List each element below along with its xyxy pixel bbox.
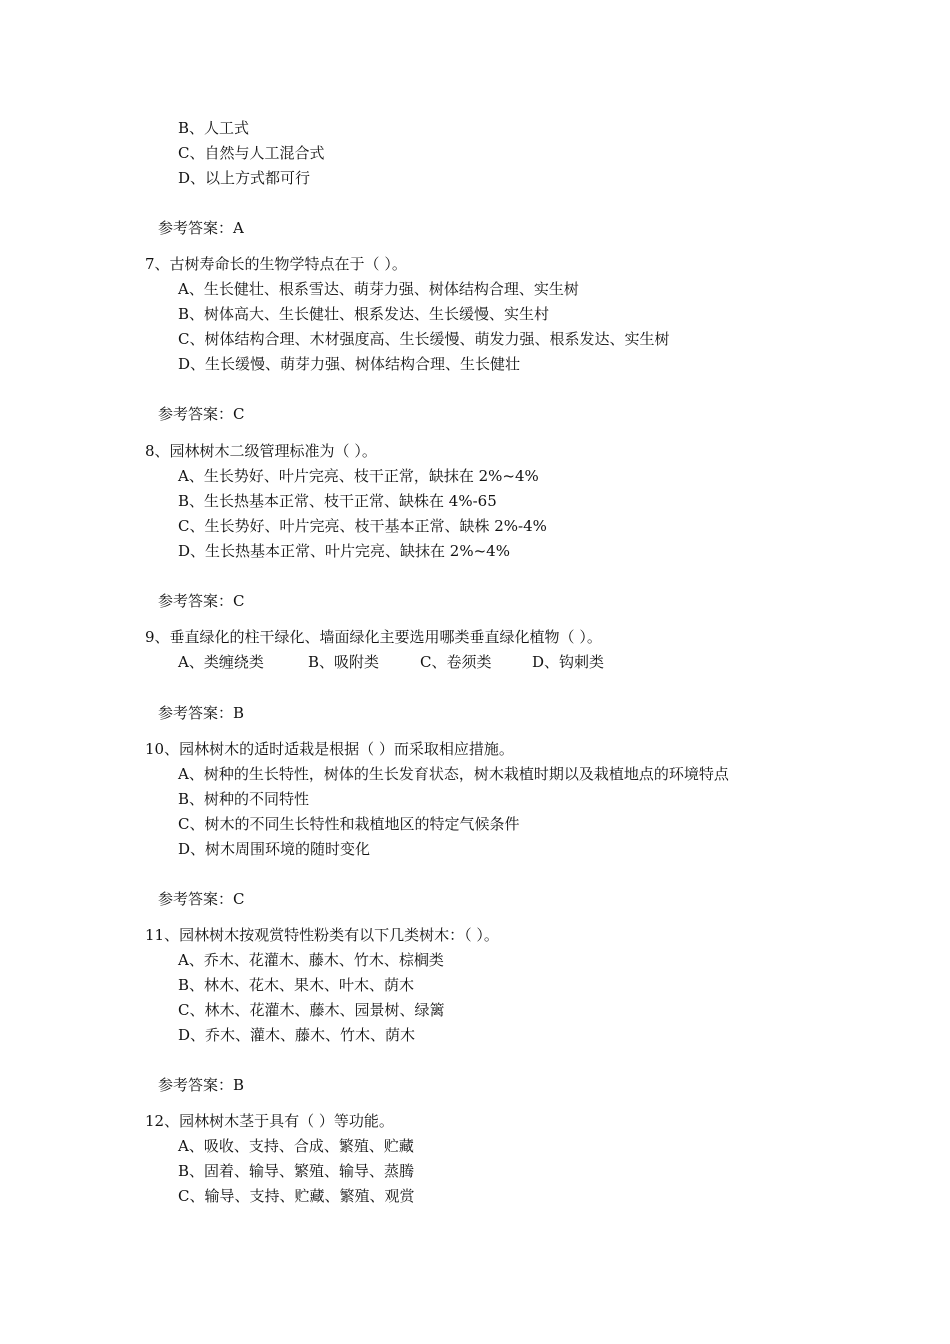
question-9: 9、垂直绿化的柱干绿化、墙面绿化主要选用哪类垂直绿化植物（ ）。 bbox=[145, 628, 602, 646]
option-d: D、生长缓慢、萌芽力强、树体结构合理、生长健壮 bbox=[178, 355, 521, 373]
question-11: 11、园林树木按观赏特性粉类有以下几类树木：（ ）。 bbox=[145, 926, 499, 944]
answer: 参考答案：B bbox=[158, 1076, 245, 1094]
question-10: 10、园林树木的适时适栽是根据（ ）而采取相应措施。 bbox=[145, 740, 514, 758]
option-a: A、乔木、花灌木、藤木、竹木、棕榈类 bbox=[178, 951, 444, 969]
option-d: D、钩刺类 bbox=[532, 653, 605, 671]
option-b: B、树体高大、生长健壮、根系发达、生长缓慢、实生村 bbox=[178, 305, 550, 323]
option-b: B、林木、花木、果木、叶木、荫木 bbox=[178, 976, 415, 994]
option-a: A、吸收、支持、合成、繁殖、贮藏 bbox=[178, 1137, 414, 1155]
option-a: A、生长势好、叶片完亮、枝干正常，缺抹在 2%~4% bbox=[178, 467, 539, 485]
option-b: B、固着、输导、繁殖、输导、蒸腾 bbox=[178, 1162, 415, 1180]
option-b: B、吸附类 bbox=[308, 653, 380, 671]
option-d: D、树木周围环境的随时变化 bbox=[178, 840, 371, 858]
option-c: C、树体结构合理、木材强度高、生长缓慢、萌发力强、根系发达、实生树 bbox=[178, 330, 670, 348]
option-c: C、生长势好、叶片完亮、枝干基本正常、缺株 2%-4% bbox=[178, 517, 547, 535]
option-a: A、生长健壮、根系雪达、萌芽力强、树体结构合理、实生树 bbox=[178, 280, 579, 298]
question-8: 8、园林树木二级管理标准为（ ）。 bbox=[145, 442, 377, 460]
option-row bbox=[178, 652, 604, 672]
option-b: B、生长热基本正常、枝干正常、缺株在 4%-65 bbox=[178, 492, 497, 510]
option-c: C、林木、花灌木、藤木、园景树、绿篱 bbox=[178, 1001, 445, 1019]
option-a: A、类缠绕类 bbox=[178, 653, 264, 671]
answer: 参考答案：C bbox=[158, 405, 245, 423]
answer: 参考答案：A bbox=[158, 219, 244, 237]
option-b: B、人工式 bbox=[178, 119, 250, 137]
option-b: B、树种的不同特性 bbox=[178, 790, 310, 808]
option-a: A、树种的生长特性，树体的生长发育状态，树木栽植时期以及栽植地点的环境特点 bbox=[178, 765, 729, 783]
option-c: C、卷须类 bbox=[420, 653, 492, 671]
option-d: D、乔木、灌木、藤木、竹木、荫木 bbox=[178, 1026, 416, 1044]
option-c: C、自然与人工混合式 bbox=[178, 144, 325, 162]
answer: 参考答案：C bbox=[158, 592, 245, 610]
answer: 参考答案：C bbox=[158, 890, 245, 908]
option-d: D、生长热基本正常、叶片完亮、缺抹在 2%~4% bbox=[178, 542, 510, 560]
option-d: D、以上方式都可行 bbox=[178, 169, 311, 187]
option-c: C、输导、支持、贮藏、繁殖、观赏 bbox=[178, 1187, 415, 1205]
answer: 参考答案：B bbox=[158, 704, 245, 722]
question-12: 12、园林树木茎于具有（ ）等功能。 bbox=[145, 1112, 394, 1130]
question-7: 7、古树寿命长的生物学特点在于（ ）。 bbox=[145, 255, 407, 273]
option-c: C、树木的不同生长特性和栽植地区的特定气候条件 bbox=[178, 815, 520, 833]
